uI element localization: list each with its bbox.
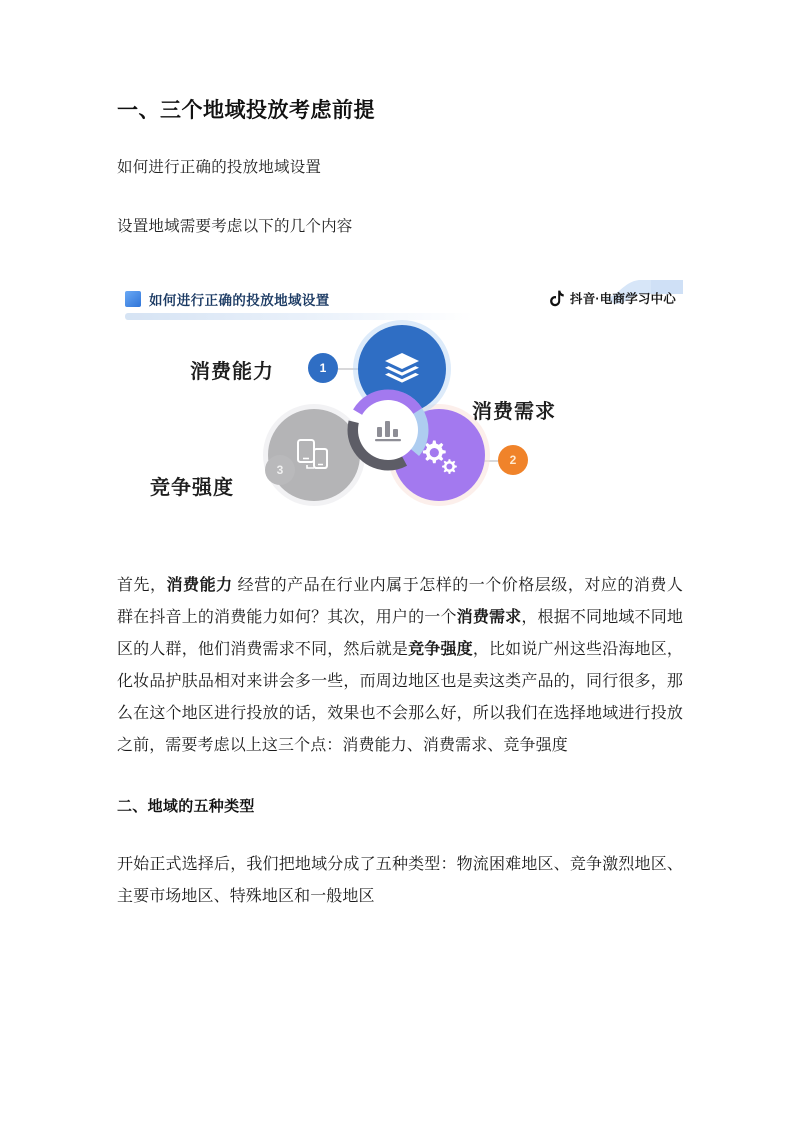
node-badge-2-number: 2 — [509, 453, 517, 468]
section-two-body: 开始正式选择后，我们把地域分成了五种类型：物流困难地区、竞争激烈地区、主要市场地区、特殊地区和一般地区 — [117, 855, 683, 905]
section-one-body — [117, 570, 683, 762]
node-badge-1-number: 1 — [319, 361, 327, 376]
body-text-part-4: ，比如说广州这些沿海地区，化妆品护肤品相对来讲会多一些，而周边地区也是卖这类产品的，同行很多，那么在这个地区进行投放的话，效果也不会那么好，所以我们在选择地域进行投放之前，需要考虑以上这三个点：消费能力、消费需求、竞争强度 — [117, 641, 683, 755]
figure-header-title: 如何进行正确的投放地域设置 — [149, 293, 330, 309]
body-emphasis-2: 消费需求 — [456, 609, 522, 627]
infographic-figure — [117, 272, 683, 540]
node-badge-1 — [308, 353, 338, 383]
devices-icon — [293, 434, 335, 476]
node-badge-3-number: 3 — [276, 463, 284, 478]
node-badge-3 — [265, 455, 295, 485]
center-disc — [358, 400, 418, 460]
bar-chart-icon — [374, 417, 402, 443]
body-text-part-3: ，根据不同地域不同地区的人群，他们消费需求不同，然后就是 — [117, 609, 683, 659]
layers-icon — [382, 350, 422, 388]
blue-square-icon — [125, 291, 141, 307]
lead-paragraph-2: 设置地域需要考虑以下的几个内容 — [117, 217, 353, 235]
venn-cluster — [117, 324, 683, 540]
document-content — [117, 96, 683, 913]
body-emphasis-3: 竞争强度 — [408, 641, 473, 659]
page-title: 一、三个地域投放考虑前提 — [117, 99, 375, 122]
figure-brand-text: 抖音·电商学习中心 — [570, 292, 676, 307]
node-badge-2 — [498, 445, 528, 475]
body-emphasis-1: 消费能力 — [166, 577, 233, 595]
figure-brand — [549, 289, 676, 307]
lead-paragraph-1: 如何进行正确的投放地域设置 — [117, 159, 322, 177]
body-text-part-1: 首先， — [117, 577, 167, 595]
node-label-demand: 消费需求 — [472, 401, 556, 424]
figure-header — [125, 289, 330, 309]
douyin-note-icon — [549, 290, 564, 307]
section-two-heading: 二、地域的五种类型 — [117, 798, 255, 816]
node-label-ability: 消费能力 — [190, 361, 274, 384]
node-label-competition: 竞争强度 — [150, 477, 234, 500]
figure-header-underline — [125, 313, 473, 320]
body-text-part-2: 经营的产品在行业内属于怎样的一个价格层级，对应的消费人群在抖音上的消费能力如何？其次，用户的一个 — [117, 577, 683, 627]
